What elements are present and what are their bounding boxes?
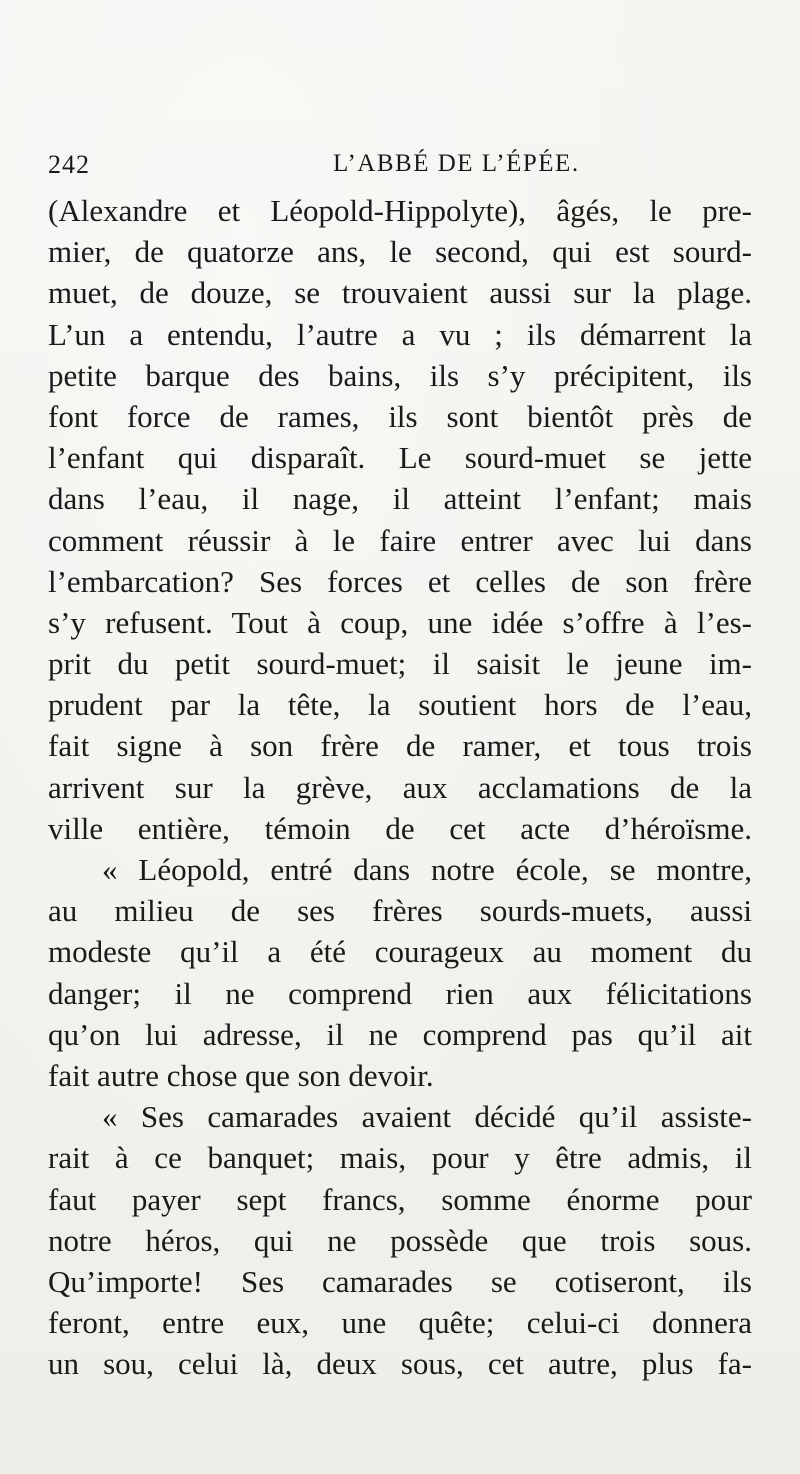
text-line: « Ses camarades avaient décidé qu’il assiste- xyxy=(102,1099,752,1135)
page-header xyxy=(48,150,752,190)
text-line: prit du petit sourd-muet; il saisit le jeune im- xyxy=(48,646,752,682)
text-line: font force de rames, ils sont bientôt près de xyxy=(48,398,752,434)
text-line: comment réussir à le faire entrer avec lui dans xyxy=(48,522,752,558)
text-line: feront, entre eux, une quête; celui-ci donnera xyxy=(48,1305,752,1341)
text-line: qu’on lui adresse, il ne comprend pas qu’il ait xyxy=(48,1016,752,1052)
text-line: arrivent sur la grève, aux acclamations de la xyxy=(48,769,752,805)
text-line: notre héros, qui ne possède que trois sous. xyxy=(48,1222,752,1258)
text-line: l’embarcation? Ses forces et celles de son frère xyxy=(48,563,752,599)
text-line: « Léopold, entré dans notre école, se montre, xyxy=(102,852,752,887)
text-line: s’y refusent. Tout à coup, une idée s’offre à l’es- xyxy=(48,604,752,640)
text-line: danger; il ne comprend rien aux félicitations xyxy=(48,975,752,1011)
text-line: muet, de douze, se trouvaient aussi sur la plage. xyxy=(48,275,752,311)
body-text xyxy=(48,190,752,1384)
text-line: petite barque des bains, ils s’y précipitent, ils xyxy=(48,357,752,393)
text-line: prudent par la tête, la soutient hors de l’eau, xyxy=(48,687,752,723)
text-line: un sou, celui là, deux sous, cet autre, plus fa- xyxy=(48,1346,752,1382)
text-line: fait signe à son frère de ramer, et tous trois xyxy=(48,728,752,764)
text-line: faut payer sept francs, somme énorme pour xyxy=(48,1181,752,1217)
text-line: rait à ce banquet; mais, pour y être admis, il xyxy=(48,1140,752,1176)
text-line: l’enfant qui disparaît. Le sourd-muet se jette xyxy=(48,440,752,476)
text-line: (Alexandre et Léopold-Hippolyte), âgés, le pre- xyxy=(48,193,752,228)
text-line: mier, de quatorze ans, le second, qui est sourd- xyxy=(48,234,752,270)
text-line: Qu’importe! Ses camarades se cotiseront, ils xyxy=(48,1263,752,1299)
text-line: fait autre chose que son devoir. xyxy=(48,1057,434,1093)
text-line: modeste qu’il a été courageux au moment du xyxy=(48,934,752,970)
page-number: 242 xyxy=(48,150,90,179)
text-line: L’un a entendu, l’autre a vu ; ils démarrent la xyxy=(48,316,752,352)
text-line: ville entière, témoin de cet acte d’héroïsme. xyxy=(48,810,752,846)
running-title: L’ABBÉ DE L’ÉPÉE. xyxy=(333,150,580,177)
text-line: au milieu de ses frères sourds-muets, aussi xyxy=(48,893,752,929)
text-line: dans l’eau, il nage, il atteint l’enfant; mais xyxy=(48,481,752,517)
